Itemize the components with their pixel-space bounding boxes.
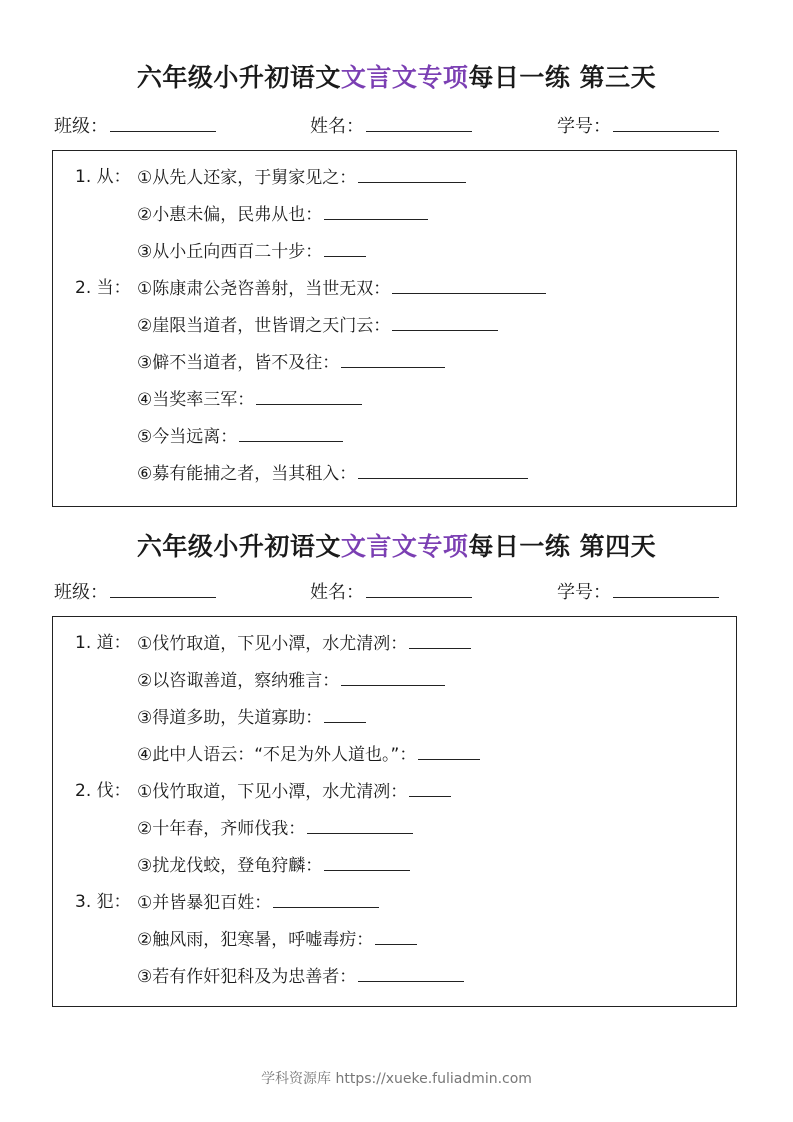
question-text: ②崖限当道者，世皆谓之天门云： — [137, 316, 391, 336]
answer-blank[interactable] — [409, 631, 471, 649]
answer-blank[interactable] — [392, 276, 546, 294]
question-text: ③从小丘向西百二十步： — [137, 242, 323, 262]
name-blank[interactable] — [366, 579, 472, 598]
answer-blank[interactable] — [375, 927, 417, 945]
answer-blank[interactable] — [341, 668, 445, 686]
class-blank[interactable] — [110, 579, 216, 598]
class-field[interactable] — [54, 113, 216, 140]
title-prefix: 六年级小升初语文 — [136, 63, 341, 92]
question-text-wrap — [137, 202, 428, 227]
title-suffix: 每日一练 第四天 — [468, 532, 657, 561]
answer-blank[interactable] — [358, 461, 528, 479]
question-text-wrap — [137, 705, 366, 730]
class-blank[interactable] — [110, 113, 216, 132]
question-text: ③得道多助，失道寡助： — [137, 708, 323, 728]
question-text: ⑤今当远离： — [137, 427, 238, 447]
footer-source: 学科资源库 https://xueke.fuliadmin.com — [261, 1071, 532, 1087]
answer-blank[interactable] — [358, 165, 466, 183]
answer-blank[interactable] — [324, 239, 366, 257]
section-1-question-box — [52, 150, 737, 507]
question-text-wrap — [137, 742, 480, 767]
name-blank[interactable] — [366, 113, 472, 132]
question-text: ①陈康肃公尧咨善射，当世无双： — [137, 279, 391, 299]
question-text: ②以咨诹善道，察纳雅言： — [137, 671, 340, 691]
answer-blank[interactable] — [341, 350, 445, 368]
question-text-wrap — [137, 313, 498, 338]
question-text: ⑥募有能捕之者，当其租入： — [137, 464, 357, 484]
question-text-wrap — [137, 165, 466, 190]
question-text-wrap — [137, 853, 410, 878]
question-number: 3. 犯： — [75, 892, 131, 912]
question-text-wrap — [137, 239, 366, 264]
question-text: ③僻不当道者，皆不及往： — [137, 353, 340, 373]
answer-blank[interactable] — [324, 202, 428, 220]
student-id-field[interactable] — [557, 579, 719, 606]
name-label: 姓名： — [310, 116, 364, 137]
question-text-wrap — [137, 890, 379, 915]
question-text: ②小惠未偏，民弗从也： — [137, 205, 323, 225]
question-text-wrap — [137, 424, 343, 449]
student-id-blank[interactable] — [613, 579, 719, 598]
question-text: ②十年春，齐师伐我： — [137, 819, 306, 839]
section-1-title — [0, 63, 793, 93]
section-2-title — [0, 532, 793, 562]
question-text-wrap — [137, 350, 445, 375]
question-text-wrap — [137, 964, 464, 989]
answer-blank[interactable] — [307, 816, 413, 834]
question-text: ③扰龙伐蛟，登龟狩麟： — [137, 856, 323, 876]
name-field[interactable] — [310, 113, 472, 140]
answer-blank[interactable] — [409, 779, 451, 797]
section-2-fields — [0, 579, 793, 605]
student-id-label: 学号： — [557, 116, 611, 137]
title-highlight: 文言文专项 — [340, 63, 469, 92]
answer-blank[interactable] — [418, 742, 480, 760]
question-number: 2. 伐： — [75, 781, 131, 801]
name-label: 姓名： — [310, 582, 364, 603]
question-text: ①伐竹取道，下见小潭，水尤清冽： — [137, 634, 408, 654]
question-text-wrap — [137, 276, 546, 301]
title-suffix: 每日一练 第三天 — [468, 63, 657, 92]
class-label: 班级： — [54, 582, 108, 603]
student-id-label: 学号： — [557, 582, 611, 603]
answer-blank[interactable] — [273, 890, 379, 908]
question-number: 1. 道： — [75, 633, 131, 653]
student-id-blank[interactable] — [613, 113, 719, 132]
question-text-wrap — [137, 668, 445, 693]
question-text-wrap — [137, 816, 413, 841]
question-number: 1. 从： — [75, 167, 131, 187]
question-text-wrap — [137, 461, 528, 486]
answer-blank[interactable] — [256, 387, 362, 405]
section-1-fields — [0, 113, 793, 139]
answer-blank[interactable] — [324, 853, 410, 871]
question-text-wrap — [137, 927, 417, 952]
class-label: 班级： — [54, 116, 108, 137]
answer-blank[interactable] — [324, 705, 366, 723]
question-text: ①并皆暴犯百姓： — [137, 893, 272, 913]
title-prefix: 六年级小升初语文 — [136, 532, 341, 561]
question-text: ④此中人语云：“不足为外人道也。”： — [137, 745, 417, 765]
question-text: ④当奖率三军： — [137, 390, 255, 410]
question-text: ①从先人还家，于舅家见之： — [137, 168, 357, 188]
question-text: ②触风雨，犯寒暑，呼嘘毒疠： — [137, 930, 374, 950]
student-id-field[interactable] — [557, 113, 719, 140]
question-text: ③若有作奸犯科及为忠善者： — [137, 967, 357, 987]
name-field[interactable] — [310, 579, 472, 606]
question-text: ①伐竹取道，下见小潭，水尤清冽： — [137, 782, 408, 802]
class-field[interactable] — [54, 579, 216, 606]
question-text-wrap — [137, 631, 471, 656]
question-text-wrap — [137, 387, 362, 412]
answer-blank[interactable] — [392, 313, 498, 331]
answer-blank[interactable] — [239, 424, 343, 442]
question-text-wrap — [137, 779, 451, 804]
section-2-question-box — [52, 616, 737, 1007]
title-highlight: 文言文专项 — [340, 532, 469, 561]
answer-blank[interactable] — [358, 964, 464, 982]
question-number: 2. 当： — [75, 278, 131, 298]
